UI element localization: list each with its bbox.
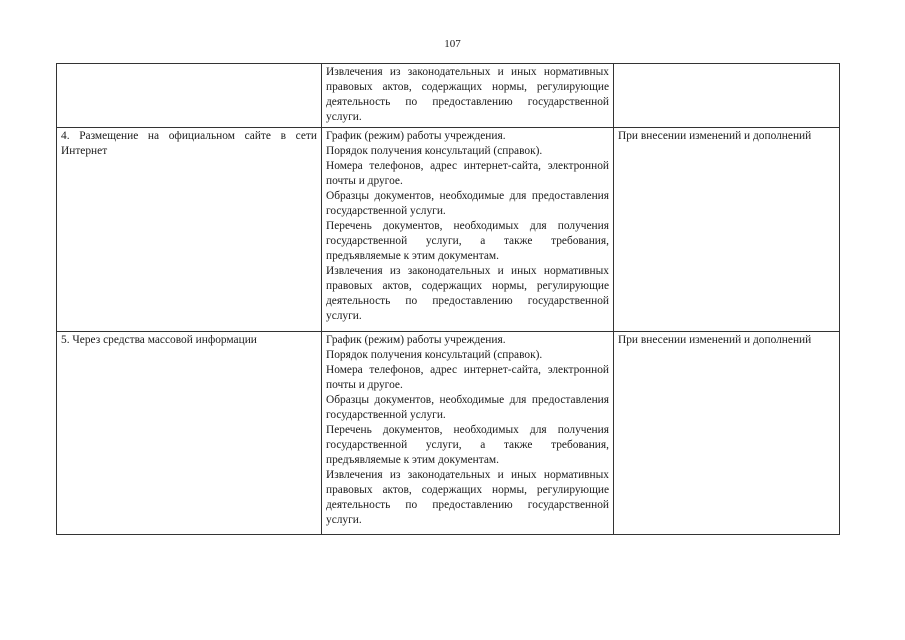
table-row (57, 128, 840, 332)
content-paragraph: Перечень документов, необходимых для получения государственной услуги, а также требования, предъявляемые к этим документам. (326, 424, 609, 466)
content-cell (322, 332, 614, 535)
method-cell (57, 64, 322, 128)
info-table (56, 63, 840, 535)
table-row (57, 332, 840, 535)
timing-cell (614, 64, 840, 128)
content-paragraph: Извлечения из законодательных и иных нормативных правовых актов, содержащих нормы, регулирующие деятельность по предоставлению государственной услуги. (326, 265, 609, 322)
content-paragraph: График (режим) работы учреждения. (326, 334, 506, 346)
content-paragraph: Номера телефонов, адрес интернет-сайта, электронной почты и другое. (326, 364, 609, 391)
content-paragraph: График (режим) работы учреждения. (326, 130, 506, 142)
page-number: 107 (444, 38, 461, 50)
content-paragraph: Извлечения из законодательных и иных нормативных правовых актов, содержащих нормы, регулирующие деятельность по предоставлению государственной услуги. (326, 469, 609, 526)
content-paragraph: Порядок получения консультаций (справок). (326, 145, 543, 157)
timing-cell (614, 332, 840, 535)
timing-cell (614, 128, 840, 332)
method-cell (57, 332, 322, 535)
method-text: 5. Через средства массовой информации (61, 334, 257, 346)
content-cell (322, 64, 614, 128)
content-paragraph: Перечень документов, необходимых для получения государственной услуги, а также требования, предъявляемые к этим документам. (326, 220, 609, 262)
content-paragraph: Образцы документов, необходимые для предоставления государственной услуги. (326, 394, 609, 421)
timing-text: При внесении изменений и дополнений (618, 334, 812, 346)
method-text: 4. Размещение на официальном сайте в сети Интернет (61, 130, 317, 157)
method-cell (57, 128, 322, 332)
content-paragraph: Извлечения из законодательных и иных нормативных правовых актов, содержащих нормы, регулирующие деятельность по предоставлению государственной услуги. (326, 66, 609, 123)
content-cell (322, 128, 614, 332)
timing-text: При внесении изменений и дополнений (618, 130, 812, 142)
content-paragraph: Номера телефонов, адрес интернет-сайта, электронной почты и другое. (326, 160, 609, 187)
table-row (57, 64, 840, 128)
content-paragraph: Образцы документов, необходимые для предоставления государственной услуги. (326, 190, 609, 217)
content-paragraph: Порядок получения консультаций (справок). (326, 349, 543, 361)
